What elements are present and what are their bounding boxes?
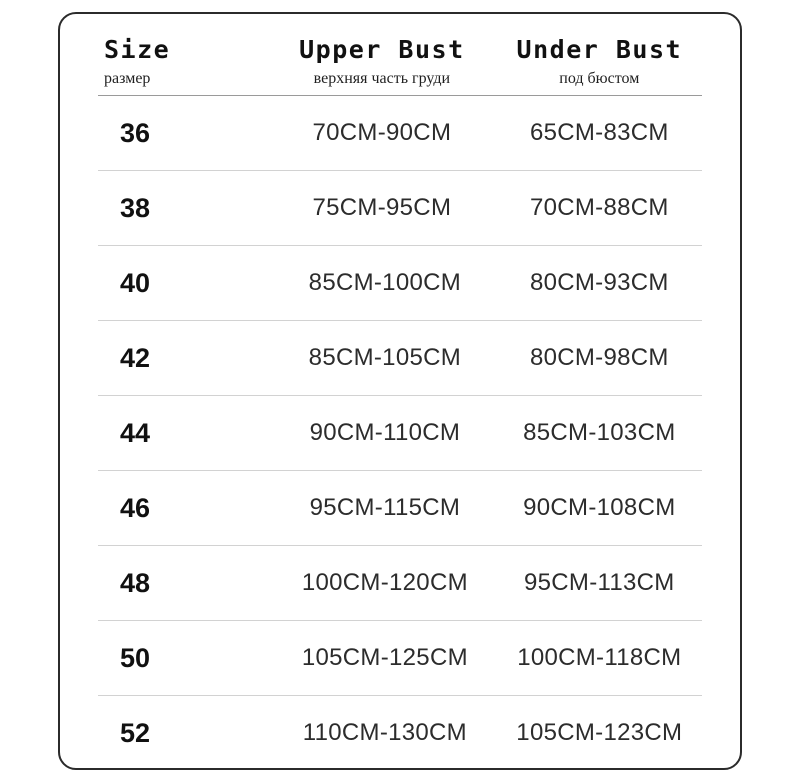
cell-under-bust: 90CM-108CM (497, 471, 702, 546)
column-header-size (98, 32, 267, 96)
cell-under-bust: 70CM-88CM (497, 171, 702, 246)
size-chart-container (60, 14, 740, 768)
table-row (98, 396, 702, 471)
column-header-upper-bust (267, 32, 497, 96)
table-row (98, 96, 702, 171)
column-header-upper-bust-label-ru: верхняя часть груди (313, 70, 451, 88)
cell-size: 48 (98, 546, 267, 621)
cell-size: 40 (98, 246, 267, 321)
table-row (98, 471, 702, 546)
cell-under-bust: 65CM-83CM (497, 96, 702, 171)
size-chart-table (98, 32, 702, 770)
column-header-under-bust (497, 32, 702, 96)
cell-under-bust: 105CM-123CM (497, 696, 702, 771)
cell-upper-bust: 100CM-120CM (267, 546, 497, 621)
cell-under-bust: 100CM-118CM (497, 621, 702, 696)
table-row (98, 321, 702, 396)
column-header-under-bust-label-en: Under Bust (516, 35, 683, 64)
table-row (98, 171, 702, 246)
table-row (98, 546, 702, 621)
cell-upper-bust: 90CM-110CM (267, 396, 497, 471)
cell-size: 52 (98, 696, 267, 771)
table-row (98, 246, 702, 321)
table-row (98, 621, 702, 696)
column-header-upper-bust-label-en: Upper Bust (299, 35, 465, 64)
cell-size: 46 (98, 471, 267, 546)
cell-upper-bust: 70CM-90CM (267, 96, 497, 171)
cell-under-bust: 85CM-103CM (497, 396, 702, 471)
cell-upper-bust: 105CM-125CM (267, 621, 497, 696)
column-header-size-label-ru: размер (104, 70, 151, 88)
cell-under-bust: 80CM-93CM (497, 246, 702, 321)
cell-size: 42 (98, 321, 267, 396)
table-header (98, 32, 702, 96)
cell-upper-bust: 85CM-100CM (267, 246, 497, 321)
cell-under-bust: 80CM-98CM (497, 321, 702, 396)
cell-size: 38 (98, 171, 267, 246)
column-header-size-label-en: Size (104, 35, 171, 64)
table-body (98, 96, 702, 771)
cell-upper-bust: 110CM-130CM (267, 696, 497, 771)
size-chart-frame (58, 12, 742, 770)
cell-size: 36 (98, 96, 267, 171)
cell-size: 50 (98, 621, 267, 696)
cell-upper-bust: 75CM-95CM (267, 171, 497, 246)
header-row (98, 32, 702, 96)
column-header-under-bust-label-ru: под бюстом (559, 70, 640, 88)
cell-size: 44 (98, 396, 267, 471)
cell-upper-bust: 85CM-105CM (267, 321, 497, 396)
table-row (98, 696, 702, 771)
cell-upper-bust: 95CM-115CM (267, 471, 497, 546)
cell-under-bust: 95CM-113CM (497, 546, 702, 621)
